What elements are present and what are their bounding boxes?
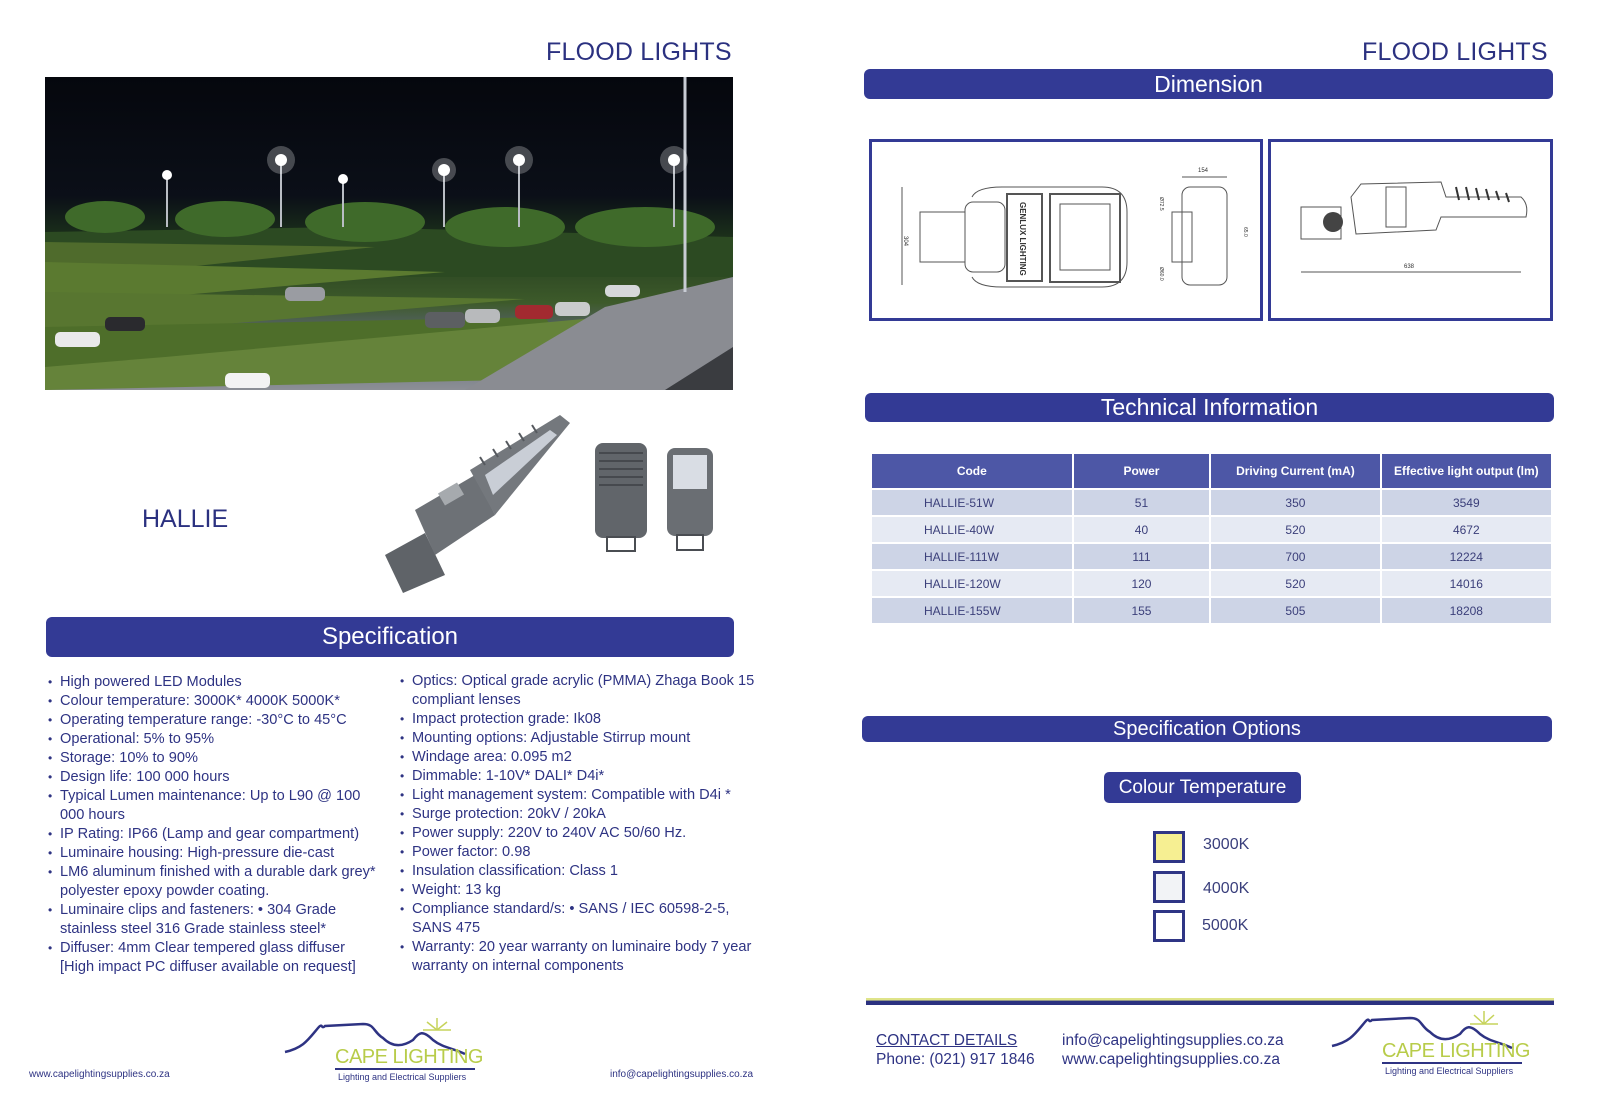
- dimension-header: Dimension: [864, 69, 1553, 99]
- car-park-photo-illustration: [45, 77, 733, 390]
- spec-item: • Impact protection grade: Ik08: [400, 710, 760, 729]
- technical-table: [870, 452, 1553, 625]
- dim-dia-bottom: Ø60.0: [1158, 267, 1164, 281]
- contact-website[interactable]: www.capelightingsupplies.co.za: [1062, 1051, 1280, 1068]
- table-row: [872, 517, 1551, 542]
- logo-underline-left: [335, 1068, 475, 1070]
- cell-light-output: 14016: [1382, 571, 1551, 596]
- product-name: HALLIE: [142, 505, 229, 533]
- spec-item: • Compliance standard/s: • SANS / IEC 60598-2-5, SANS 475: [400, 900, 760, 938]
- column-header-power: Power: [1074, 454, 1210, 488]
- spec-item: • Dimmable: 1-10V* DALI* D4i*: [400, 767, 760, 786]
- specification-options-header: Specification Options: [862, 716, 1552, 742]
- side-view-drawing: [1271, 142, 1550, 318]
- contact-details-heading: CONTACT DETAILS: [876, 1032, 1018, 1049]
- table-row: [872, 598, 1551, 623]
- dim-offset: 65.0: [1242, 227, 1248, 237]
- luminaire-angled-view: [385, 415, 570, 593]
- spec-item: • Luminaire housing: High-pressure die-cast: [48, 844, 378, 863]
- cell-light-output: 3549: [1382, 490, 1551, 515]
- luminaire-front-view: [667, 448, 713, 550]
- swatch-4000k[interactable]: [1153, 871, 1185, 903]
- cell-driving-current: 505: [1211, 598, 1379, 623]
- product-images: [385, 415, 765, 595]
- logo-subtitle-left: Lighting and Electrical Suppliers: [338, 1072, 467, 1082]
- column-header-driving-current: Driving Current (mA): [1211, 454, 1379, 488]
- cell-power: 155: [1074, 598, 1210, 623]
- technical-info-header: Technical Information: [865, 393, 1554, 422]
- dim-height: 304: [902, 236, 908, 247]
- table-row: [872, 490, 1551, 515]
- spec-item: • Diffuser: 4mm Clear tempered glass diffuser [High impact PC diffuser available on request]: [48, 939, 378, 977]
- spec-item: • Optics: Optical grade acrylic (PMMA) Zhaga Book 15 compliant lenses: [400, 672, 760, 710]
- spec-item: • Mounting options: Adjustable Stirrup mount: [400, 729, 760, 748]
- logo-underline-right: [1382, 1062, 1522, 1064]
- cell-driving-current: 350: [1211, 490, 1379, 515]
- spec-item: • Surge protection: 20kV / 20kA: [400, 805, 760, 824]
- table-row: [872, 571, 1551, 596]
- column-header-light-output: Effective light output (lm): [1382, 454, 1551, 488]
- cell-light-output: 18208: [1382, 598, 1551, 623]
- contact-email[interactable]: info@capelightingsupplies.co.za: [1062, 1032, 1284, 1049]
- cell-driving-current: 520: [1211, 517, 1379, 542]
- spec-item: • LM6 aluminum finished with a durable dark grey* polyester epoxy powder coating.: [48, 863, 378, 901]
- swatch-label-3000k: 3000K: [1203, 836, 1250, 853]
- footer-website-left[interactable]: www.capelightingsupplies.co.za: [29, 1069, 170, 1080]
- logo-title-left: CAPE LIGHTING: [335, 1046, 483, 1068]
- table-row: [872, 544, 1551, 569]
- spec-item: • Luminaire clips and fasteners: • 304 Grade stainless steel 316 Grade stainless steel*: [48, 901, 378, 939]
- spec-item: • Weight: 13 kg: [400, 881, 760, 900]
- specification-header: Specification: [46, 617, 734, 657]
- dim-length: 638: [1404, 264, 1415, 270]
- cell-driving-current: 700: [1211, 544, 1379, 569]
- spec-list-left: [48, 673, 378, 977]
- spec-item: • Typical Lumen maintenance: Up to L90 @ 100 000 hours: [48, 787, 378, 825]
- spec-item: • High powered LED Modules: [48, 673, 378, 692]
- cell-power: 111: [1074, 544, 1210, 569]
- cell-code: HALLIE-40W: [872, 517, 1072, 542]
- spec-item: • Colour temperature: 3000K* 4000K 5000K*: [48, 692, 378, 711]
- spec-item: • Warranty: 20 year warranty on luminaire body 7 year warranty on internal components: [400, 938, 760, 976]
- footer-divider: [866, 998, 1554, 1005]
- logo-title-right: CAPE LIGHTING: [1382, 1040, 1530, 1062]
- top-view-drawing: [872, 142, 1260, 318]
- spec-item: • Operating temperature range: -30°C to 45°C: [48, 711, 378, 730]
- cell-light-output: 4672: [1382, 517, 1551, 542]
- spec-item: • Design life: 100 000 hours: [48, 768, 378, 787]
- spec-item: • Storage: 10% to 90%: [48, 749, 378, 768]
- spec-item: • Insulation classification: Class 1: [400, 862, 760, 881]
- cell-light-output: 12224: [1382, 544, 1551, 569]
- car-park-photo: [45, 77, 733, 390]
- cell-power: 51: [1074, 490, 1210, 515]
- footer-email-left[interactable]: info@capelightingsupplies.co.za: [610, 1069, 754, 1080]
- cell-code: HALLIE-111W: [872, 544, 1072, 569]
- cape-lighting-logo-left: [283, 1018, 488, 1088]
- swatch-3000k[interactable]: [1153, 831, 1185, 863]
- cell-code: HALLIE-51W: [872, 490, 1072, 515]
- cell-power: 40: [1074, 517, 1210, 542]
- spec-item: • Operational: 5% to 95%: [48, 730, 378, 749]
- spec-item: • Light management system: Compatible with D4i *: [400, 786, 760, 805]
- dim-dia-top: Ø72.5: [1158, 197, 1164, 211]
- cell-driving-current: 520: [1211, 571, 1379, 596]
- dimension-drawing-top-view: [869, 139, 1263, 321]
- spec-item: • Windage area: 0.095 m2: [400, 748, 760, 767]
- dim-depth: 154: [1198, 168, 1209, 174]
- spec-item: • IP Rating: IP66 (Lamp and gear compartment): [48, 825, 378, 844]
- dimension-drawing-side-view: [1268, 139, 1553, 321]
- colour-temperature-header: Colour Temperature: [1104, 772, 1301, 803]
- cell-code: HALLIE-120W: [872, 571, 1072, 596]
- cell-code: HALLIE-155W: [872, 598, 1072, 623]
- left-page-title: FLOOD LIGHTS: [546, 38, 732, 66]
- logo-subtitle-right: Lighting and Electrical Suppliers: [1385, 1066, 1514, 1076]
- contact-phone[interactable]: Phone: (021) 917 1846: [876, 1051, 1035, 1068]
- spec-list-right: [400, 672, 760, 976]
- cell-power: 120: [1074, 571, 1210, 596]
- right-page-title: FLOOD LIGHTS: [1362, 38, 1548, 66]
- cape-lighting-logo-right: [1330, 1010, 1535, 1085]
- table-header-row: [872, 454, 1551, 488]
- brand-label: GENLUX LIGHTING: [1018, 202, 1027, 276]
- column-header-code: Code: [872, 454, 1072, 488]
- swatch-label-5000k: 5000K: [1202, 917, 1249, 934]
- swatch-label-4000k: 4000K: [1203, 880, 1250, 897]
- swatch-5000k[interactable]: [1153, 910, 1185, 942]
- luminaire-back-view: [595, 443, 647, 551]
- spec-item: • Power supply: 220V to 240V AC 50/60 Hz.: [400, 824, 760, 843]
- spec-item: • Power factor: 0.98: [400, 843, 760, 862]
